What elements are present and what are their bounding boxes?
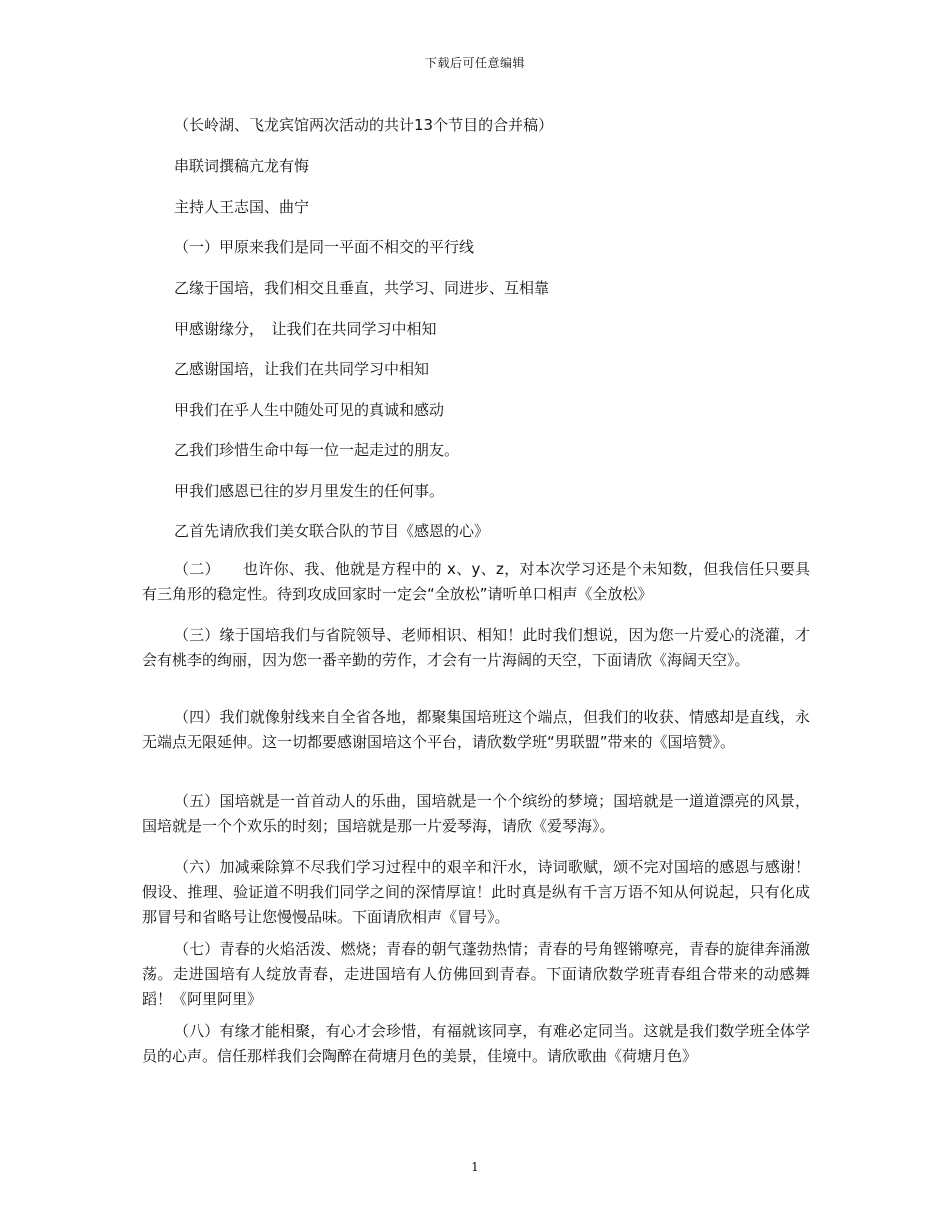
- dialogue-line: 甲我们在乎人生中随处可见的真诚和感动: [174, 401, 445, 419]
- dialogue-line: 甲我们感恩已往的岁月里发生的任何事。: [174, 482, 445, 500]
- host-line: 主持人王志国、曲宁: [174, 198, 310, 216]
- dialogue-line: 乙缘于国培，我们相交且垂直，共学习、同进步、互相靠: [174, 279, 550, 297]
- dialogue-line: 甲感谢缘分， 让我们在共同学习中相知: [174, 320, 437, 338]
- page-header: 下载后可任意编辑: [424, 56, 525, 70]
- author-line: 串联词撰稿亢龙有悔: [174, 157, 310, 175]
- dialogue-line: （一）甲原来我们是同一平面不相交的平行线: [174, 238, 475, 256]
- section-paragraph-6: （六）加减乘除算不尽我们学习过程中的艰辛和汗水，诗词歌赋，颂不完对国培的感恩与感谢！假设、推理、验证道不明我们同学之间的深情厚谊！此时真是纵有千言万语不知从何说起，只有化成那冒号和省略号让您慢慢品味。下面请欣相声《冒号》。: [142, 858, 810, 926]
- subtitle-line: （长岭湖、飞龙宾馆两次活动的共计13个节目的合并稿）: [174, 116, 554, 134]
- section-paragraph-5: （五）国培就是一首首动人的乐曲，国培就是一个个缤纷的梦境；国培就是一道道漂亮的风景，国培就是一个个欢乐的时刻；国培就是那一片爱琴海，请欣《爱琴海》。: [142, 792, 810, 835]
- dialogue-line: 乙首先请欣我们美女联合队的节目《感恩的心》: [174, 522, 490, 540]
- section-paragraph-7: （七）青春的火焰活泼、燃烧；青春的朝气蓬勃热情；青春的号角铿锵嘹亮，青春的旋律奔涌激荡。走进国培有人绽放青春，走进国培有人仿佛回到青春。下面请欣数学班青春组合带来的动感舞蹈！《阿里阿里》: [142, 940, 810, 1008]
- section-paragraph-2: （二） 也许你、我、他就是方程中的 x、y、z，对本次学习还是个未知数，但我信任只要具有三角形的稳定性。待到攻成回家时一定会“全放松”请听单口相声《全放松》: [142, 560, 810, 603]
- section-paragraph-3: （三）缘于国培我们与省院领导、老师相识、相知！此时我们想说，因为您一片爱心的浇灌，才会有桃李的绚丽，因为您一番辛勤的劳作，才会有一片海阔的天空，下面请欣《海阔天空》。: [142, 626, 810, 669]
- section-paragraph-4: （四）我们就像射线来自全省各地，都聚集国培班这个端点，但我们的收获、情感却是直线，永无端点无限延伸。这一切都要感谢国培这个平台，请欣数学班“男联盟”带来的《国培赞》。: [142, 708, 810, 751]
- dialogue-line: 乙感谢国培，让我们在共同学习中相知: [174, 360, 430, 378]
- dialogue-line: 乙我们珍惜生命中每一位一起走过的朋友。: [174, 441, 460, 459]
- section-paragraph-8: （八）有缘才能相聚，有心才会珍惜，有福就该同享，有难必定同当。这就是我们数学班全体学员的心声。信任那样我们会陶醉在荷塘月色的美景，佳境中。请欣歌曲《荷塘月色》: [142, 1022, 810, 1065]
- page-number: 1: [471, 1160, 479, 1174]
